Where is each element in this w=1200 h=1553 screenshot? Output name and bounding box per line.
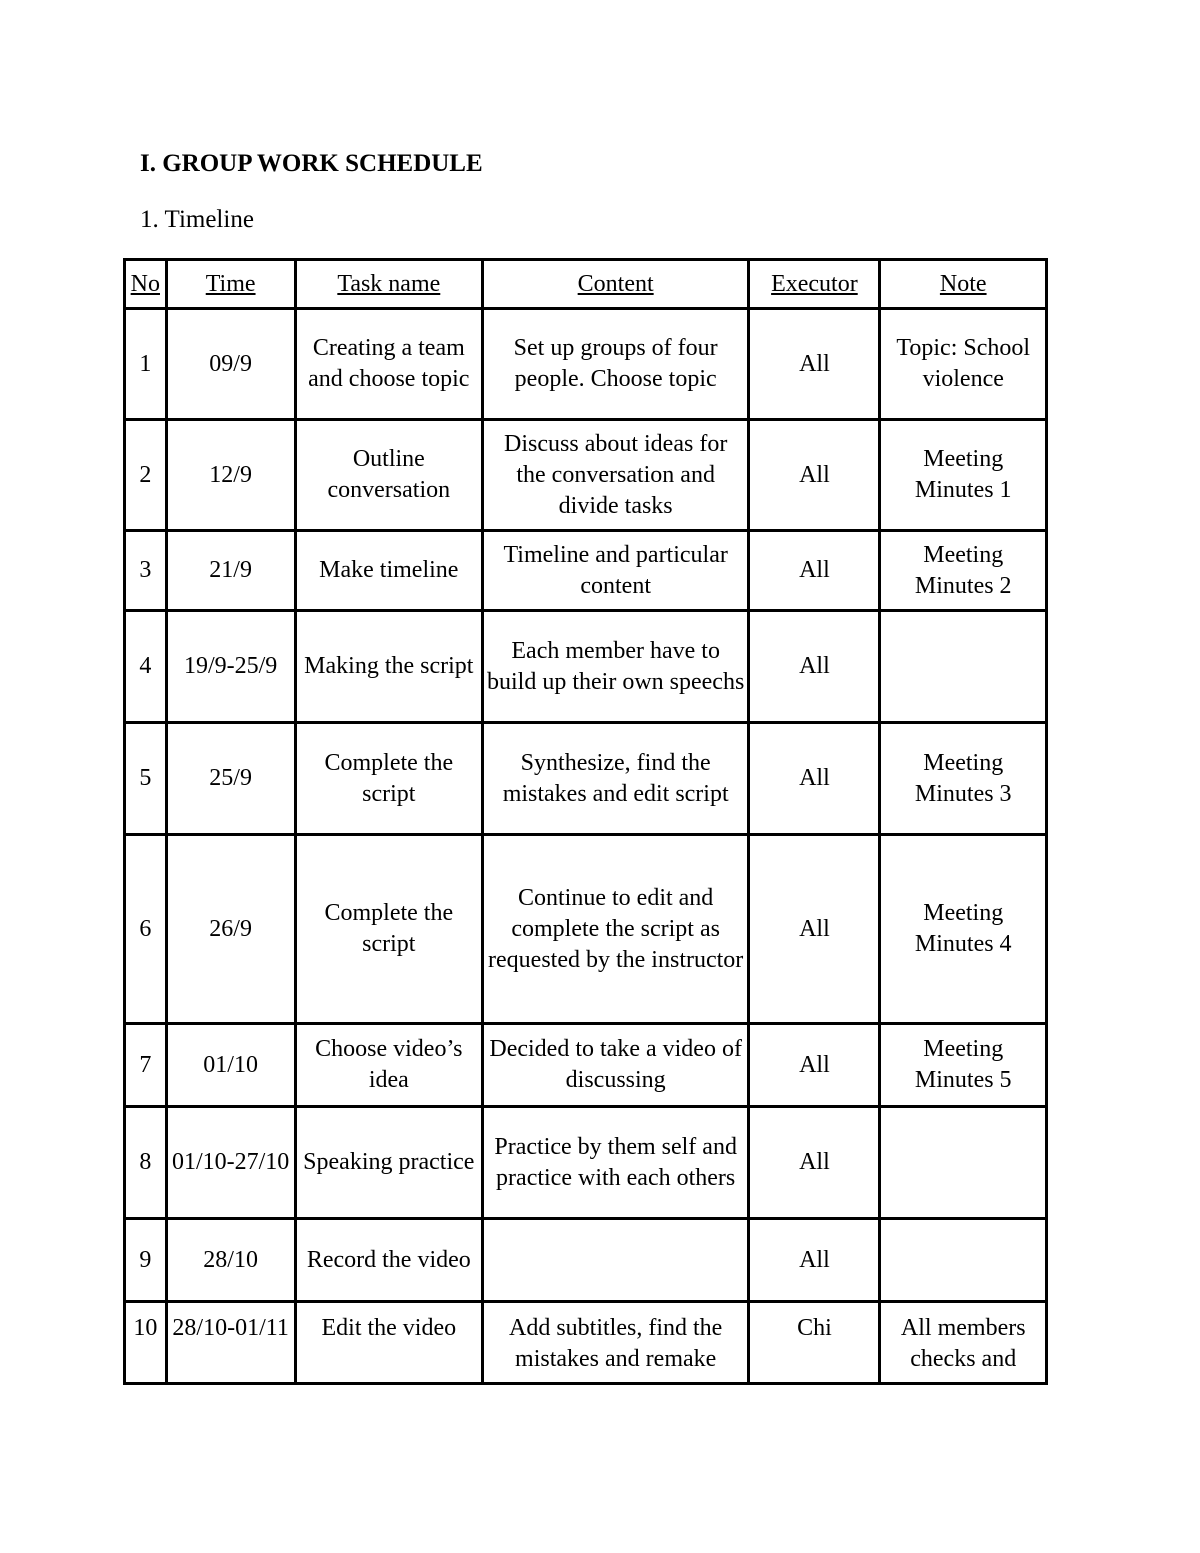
- table-row: [125, 611, 1047, 723]
- table-row: [125, 420, 1047, 531]
- cell-task-name: Complete the script: [295, 835, 482, 1024]
- cell-time: 01/10: [166, 1024, 295, 1107]
- header-task-name: Task name: [295, 260, 482, 309]
- header-content: Content: [482, 260, 748, 309]
- header-no: No: [125, 260, 167, 309]
- cell-task-name: Record the video: [295, 1219, 482, 1302]
- cell-executor: All: [749, 1219, 880, 1302]
- cell-note: Meeting Minutes 4: [880, 835, 1047, 1024]
- cell-executor: Chi: [749, 1302, 880, 1384]
- table-row: [125, 723, 1047, 835]
- cell-time: 28/10: [166, 1219, 295, 1302]
- table-row: [125, 309, 1047, 420]
- cell-task-name: Edit the video: [295, 1302, 482, 1384]
- table-row: [125, 1107, 1047, 1219]
- table-header-row: [125, 260, 1047, 309]
- cell-no: 2: [125, 420, 167, 531]
- cell-no: 6: [125, 835, 167, 1024]
- cell-note: All members checks and: [880, 1302, 1047, 1384]
- cell-note: Topic: School violence: [880, 309, 1047, 420]
- cell-task-name: Complete the script: [295, 723, 482, 835]
- cell-time: 28/10-01/11: [166, 1302, 295, 1384]
- cell-content: Each member have to build up their own speechs: [482, 611, 748, 723]
- page-title: I. GROUP WORK SCHEDULE: [140, 150, 483, 177]
- cell-no: 5: [125, 723, 167, 835]
- cell-task-name: Outline conversation: [295, 420, 482, 531]
- cell-time: 09/9: [166, 309, 295, 420]
- cell-note: [880, 1107, 1047, 1219]
- cell-executor: All: [749, 1107, 880, 1219]
- header-executor: Executor: [749, 260, 880, 309]
- cell-task-name: Making the script: [295, 611, 482, 723]
- cell-executor: All: [749, 723, 880, 835]
- cell-task-name: Choose video’s idea: [295, 1024, 482, 1107]
- cell-content: Decided to take a video of discussing: [482, 1024, 748, 1107]
- cell-executor: All: [749, 309, 880, 420]
- cell-content: Continue to edit and complete the script as requested by the instructor: [482, 835, 748, 1024]
- table-row: [125, 1302, 1047, 1384]
- cell-no: 10: [125, 1302, 167, 1384]
- table-row: [125, 1219, 1047, 1302]
- cell-executor: All: [749, 835, 880, 1024]
- header-time: Time: [166, 260, 295, 309]
- cell-no: 3: [125, 531, 167, 611]
- cell-content: Add subtitles, find the mistakes and remake: [482, 1302, 748, 1384]
- cell-content: [482, 1219, 748, 1302]
- section-title: 1. Timeline: [140, 206, 254, 233]
- cell-task-name: Creating a team and choose topic: [295, 309, 482, 420]
- cell-content: Synthesize, find the mistakes and edit script: [482, 723, 748, 835]
- cell-task-name: Speaking practice: [295, 1107, 482, 1219]
- cell-note: [880, 1219, 1047, 1302]
- cell-executor: All: [749, 420, 880, 531]
- cell-no: 9: [125, 1219, 167, 1302]
- cell-note: Meeting Minutes 5: [880, 1024, 1047, 1107]
- cell-no: 4: [125, 611, 167, 723]
- cell-content: Practice by them self and practice with each others: [482, 1107, 748, 1219]
- cell-executor: All: [749, 1024, 880, 1107]
- cell-time: 26/9: [166, 835, 295, 1024]
- table-row: [125, 835, 1047, 1024]
- cell-note: Meeting Minutes 3: [880, 723, 1047, 835]
- cell-no: 7: [125, 1024, 167, 1107]
- cell-time: 12/9: [166, 420, 295, 531]
- cell-content: Discuss about ideas for the conversation and divide tasks: [482, 420, 748, 531]
- cell-note: Meeting Minutes 1: [880, 420, 1047, 531]
- cell-task-name: Make timeline: [295, 531, 482, 611]
- cell-content: Set up groups of four people. Choose topic: [482, 309, 748, 420]
- cell-executor: All: [749, 611, 880, 723]
- cell-time: 25/9: [166, 723, 295, 835]
- cell-note: [880, 611, 1047, 723]
- cell-executor: All: [749, 531, 880, 611]
- table-row: [125, 1024, 1047, 1107]
- header-note: Note: [880, 260, 1047, 309]
- cell-time: 21/9: [166, 531, 295, 611]
- cell-time: 01/10-27/10: [166, 1107, 295, 1219]
- cell-no: 8: [125, 1107, 167, 1219]
- cell-no: 1: [125, 309, 167, 420]
- timeline-table: [123, 258, 1048, 1385]
- cell-time: 19/9-25/9: [166, 611, 295, 723]
- cell-content: Timeline and particular content: [482, 531, 748, 611]
- cell-note: Meeting Minutes 2: [880, 531, 1047, 611]
- table-row: [125, 531, 1047, 611]
